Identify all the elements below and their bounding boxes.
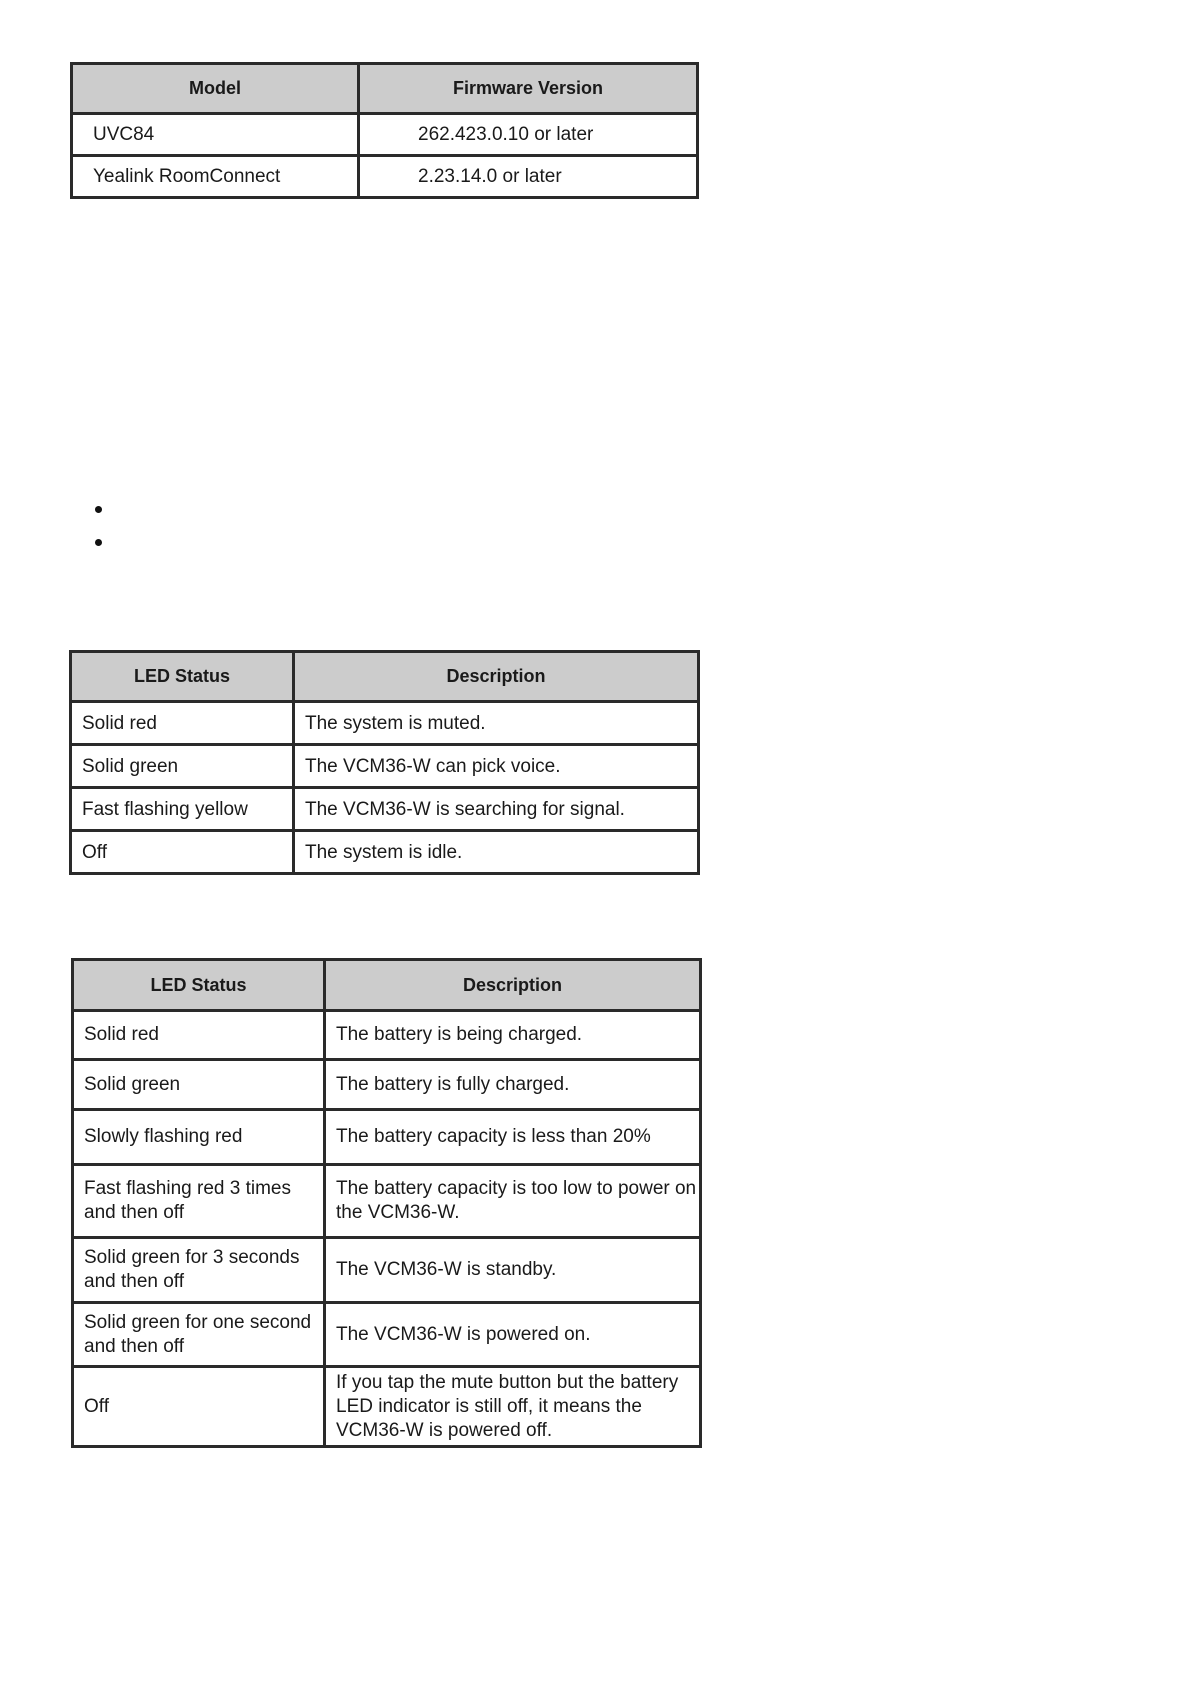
table-row: [73, 1165, 701, 1238]
table-row: [72, 156, 698, 198]
description-cell: The system is idle.: [294, 831, 699, 874]
table-row: [73, 1011, 701, 1060]
led-status-cell: Solid red: [71, 702, 294, 745]
led-status-cell: Solid green: [71, 745, 294, 788]
column-header-description: Description: [294, 652, 699, 702]
firmware-version-cell: 262.423.0.10 or later: [359, 114, 698, 156]
table-row: [71, 745, 699, 788]
led-status-cell: Fast flashing red 3 times and then off: [73, 1165, 325, 1238]
column-header-firmware-version: Firmware Version: [359, 64, 698, 114]
firmware-version-cell: 2.23.14.0 or later: [359, 156, 698, 198]
column-header-model: Model: [72, 64, 359, 114]
led-status-cell: Solid green for 3 seconds and then off: [73, 1238, 325, 1303]
model-cell: UVC84: [72, 114, 359, 156]
description-cell: The VCM36-W is searching for signal.: [294, 788, 699, 831]
description-cell: The battery is being charged.: [325, 1011, 701, 1060]
model-cell: Yealink RoomConnect: [72, 156, 359, 198]
led-status-cell: Solid red: [73, 1011, 325, 1060]
battery-led-table: [71, 958, 702, 1448]
description-cell: The VCM36-W is powered on.: [325, 1303, 701, 1367]
table-header-row: [72, 64, 698, 114]
description-cell: The battery capacity is too low to power on the VCM36-W.: [325, 1165, 701, 1238]
table-row: [71, 831, 699, 874]
description-cell: The VCM36-W is standby.: [325, 1238, 701, 1303]
table-row: [73, 1303, 701, 1367]
table-row: [73, 1110, 701, 1165]
table-row: [71, 702, 699, 745]
led-status-cell: Fast flashing yellow: [71, 788, 294, 831]
description-cell: The VCM36-W can pick voice.: [294, 745, 699, 788]
table-row: [71, 788, 699, 831]
mute-led-table: [69, 650, 700, 875]
firmware-table: [70, 62, 699, 199]
table-header-row: [73, 960, 701, 1011]
led-status-cell: Solid green: [73, 1060, 325, 1110]
column-header-led-status: LED Status: [71, 652, 294, 702]
led-status-cell: Off: [71, 831, 294, 874]
led-status-cell: Solid green for one second and then off: [73, 1303, 325, 1367]
table-row: [73, 1238, 701, 1303]
bullet-marker: [95, 539, 102, 546]
description-cell: The battery capacity is less than 20%: [325, 1110, 701, 1165]
led-status-cell: Slowly flashing red: [73, 1110, 325, 1165]
column-header-description: Description: [325, 960, 701, 1011]
description-cell: The system is muted.: [294, 702, 699, 745]
table-header-row: [71, 652, 699, 702]
description-cell: If you tap the mute button but the battery LED indicator is still off, it means the VCM36-W is powered off.: [325, 1367, 701, 1447]
bullet-marker: [95, 506, 102, 513]
column-header-led-status: LED Status: [73, 960, 325, 1011]
table-row: [73, 1060, 701, 1110]
description-cell: The battery is fully charged.: [325, 1060, 701, 1110]
table-row: [72, 114, 698, 156]
led-status-cell: Off: [73, 1367, 325, 1447]
table-row: [73, 1367, 701, 1447]
